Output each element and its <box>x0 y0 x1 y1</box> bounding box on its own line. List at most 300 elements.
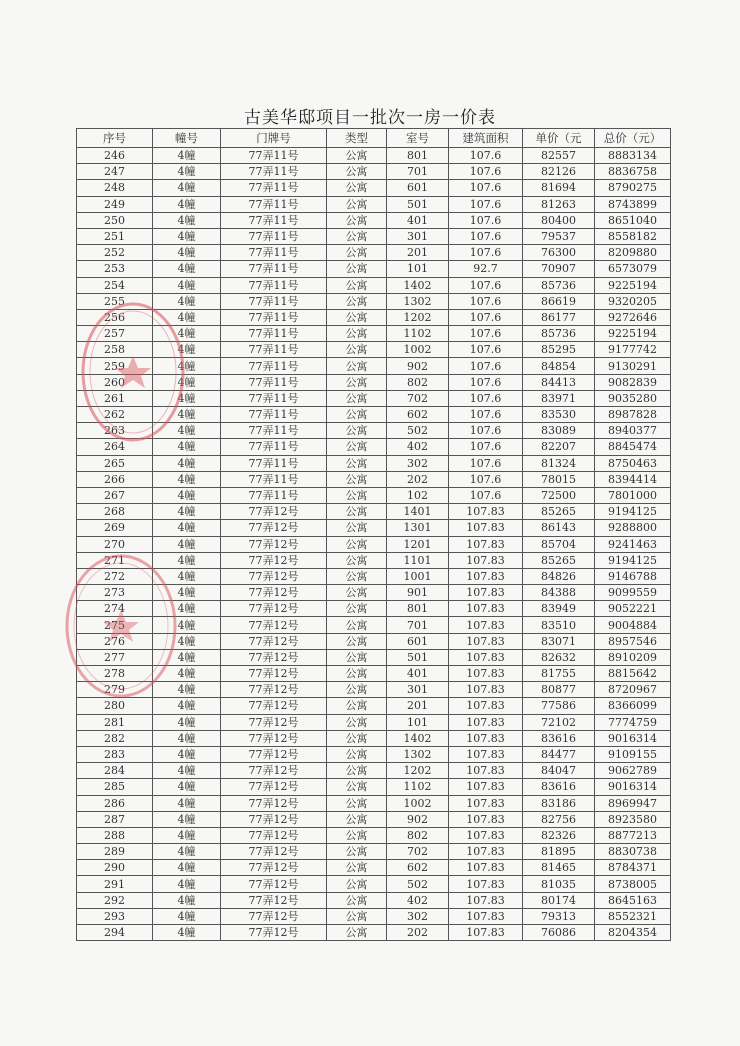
cell-index: 278 <box>77 666 153 682</box>
cell-room: 101 <box>387 714 449 730</box>
cell-building: 4幢 <box>153 811 221 827</box>
cell-room: 501 <box>387 649 449 665</box>
cell-building: 4幢 <box>153 487 221 503</box>
table-row <box>77 536 671 552</box>
cell-address: 77弄12号 <box>221 536 327 552</box>
cell-room: 1401 <box>387 504 449 520</box>
cell-area: 107.6 <box>449 180 523 196</box>
cell-type: 公寓 <box>327 245 387 261</box>
cell-index: 274 <box>77 601 153 617</box>
cell-index: 272 <box>77 568 153 584</box>
cell-total-price: 7801000 <box>595 487 671 503</box>
cell-unit-price: 86177 <box>523 309 595 325</box>
cell-area: 107.6 <box>449 148 523 164</box>
cell-unit-price: 82207 <box>523 439 595 455</box>
cell-building: 4幢 <box>153 423 221 439</box>
cell-area: 107.83 <box>449 698 523 714</box>
cell-unit-price: 81035 <box>523 876 595 892</box>
table-row <box>77 908 671 924</box>
cell-area: 107.83 <box>449 908 523 924</box>
cell-type: 公寓 <box>327 892 387 908</box>
cell-index: 288 <box>77 827 153 843</box>
cell-unit-price: 80174 <box>523 892 595 908</box>
table-body <box>77 148 671 941</box>
cell-address: 77弄12号 <box>221 811 327 827</box>
cell-building: 4幢 <box>153 261 221 277</box>
cell-address: 77弄12号 <box>221 520 327 536</box>
cell-index: 292 <box>77 892 153 908</box>
table-row <box>77 730 671 746</box>
cell-type: 公寓 <box>327 908 387 924</box>
cell-type: 公寓 <box>327 763 387 779</box>
cell-address: 77弄12号 <box>221 779 327 795</box>
cell-address: 77弄12号 <box>221 844 327 860</box>
cell-total-price: 8720967 <box>595 682 671 698</box>
cell-area: 107.6 <box>449 342 523 358</box>
cell-building: 4幢 <box>153 358 221 374</box>
cell-index: 265 <box>77 455 153 471</box>
cell-address: 77弄11号 <box>221 245 327 261</box>
cell-area: 92.7 <box>449 261 523 277</box>
cell-room: 401 <box>387 212 449 228</box>
cell-unit-price: 72500 <box>523 487 595 503</box>
cell-building: 4幢 <box>153 164 221 180</box>
cell-type: 公寓 <box>327 779 387 795</box>
cell-index: 258 <box>77 342 153 358</box>
cell-area: 107.83 <box>449 730 523 746</box>
cell-unit-price: 82126 <box>523 164 595 180</box>
cell-building: 4幢 <box>153 504 221 520</box>
cell-total-price: 9288800 <box>595 520 671 536</box>
cell-address: 77弄11号 <box>221 407 327 423</box>
cell-index: 268 <box>77 504 153 520</box>
cell-type: 公寓 <box>327 844 387 860</box>
cell-type: 公寓 <box>327 228 387 244</box>
cell-type: 公寓 <box>327 860 387 876</box>
cell-unit-price: 83616 <box>523 779 595 795</box>
table-row <box>77 196 671 212</box>
cell-type: 公寓 <box>327 811 387 827</box>
cell-unit-price: 83616 <box>523 730 595 746</box>
cell-room: 1202 <box>387 309 449 325</box>
cell-total-price: 9062789 <box>595 763 671 779</box>
cell-area: 107.83 <box>449 746 523 762</box>
cell-total-price: 9109155 <box>595 746 671 762</box>
cell-total-price: 8790275 <box>595 180 671 196</box>
table-row <box>77 164 671 180</box>
table-row <box>77 601 671 617</box>
cell-unit-price: 85704 <box>523 536 595 552</box>
cell-total-price: 8957546 <box>595 633 671 649</box>
cell-unit-price: 83971 <box>523 390 595 406</box>
cell-building: 4幢 <box>153 601 221 617</box>
table-row <box>77 245 671 261</box>
cell-building: 4幢 <box>153 148 221 164</box>
cell-building: 4幢 <box>153 277 221 293</box>
cell-total-price: 9130291 <box>595 358 671 374</box>
cell-address: 77弄11号 <box>221 487 327 503</box>
cell-building: 4幢 <box>153 795 221 811</box>
cell-room: 801 <box>387 148 449 164</box>
cell-unit-price: 85295 <box>523 342 595 358</box>
cell-type: 公寓 <box>327 439 387 455</box>
cell-index: 253 <box>77 261 153 277</box>
cell-type: 公寓 <box>327 293 387 309</box>
cell-address: 77弄11号 <box>221 164 327 180</box>
cell-unit-price: 82326 <box>523 827 595 843</box>
cell-area: 107.6 <box>449 423 523 439</box>
cell-index: 247 <box>77 164 153 180</box>
cell-building: 4幢 <box>153 649 221 665</box>
cell-unit-price: 83089 <box>523 423 595 439</box>
cell-type: 公寓 <box>327 682 387 698</box>
cell-unit-price: 76300 <box>523 245 595 261</box>
cell-unit-price: 81465 <box>523 860 595 876</box>
cell-type: 公寓 <box>327 601 387 617</box>
cell-address: 77弄12号 <box>221 568 327 584</box>
cell-total-price: 9016314 <box>595 779 671 795</box>
table-row <box>77 746 671 762</box>
cell-room: 902 <box>387 811 449 827</box>
cell-room: 802 <box>387 374 449 390</box>
cell-room: 1402 <box>387 730 449 746</box>
cell-address: 77弄11号 <box>221 148 327 164</box>
cell-room: 102 <box>387 487 449 503</box>
table-header-row <box>77 129 671 148</box>
cell-area: 107.6 <box>449 487 523 503</box>
cell-building: 4幢 <box>153 617 221 633</box>
table-row <box>77 390 671 406</box>
cell-area: 107.6 <box>449 228 523 244</box>
cell-unit-price: 84826 <box>523 568 595 584</box>
cell-address: 77弄11号 <box>221 455 327 471</box>
cell-room: 702 <box>387 390 449 406</box>
cell-area: 107.83 <box>449 568 523 584</box>
cell-type: 公寓 <box>327 568 387 584</box>
cell-building: 4幢 <box>153 552 221 568</box>
cell-area: 107.6 <box>449 245 523 261</box>
cell-type: 公寓 <box>327 455 387 471</box>
cell-building: 4幢 <box>153 925 221 941</box>
cell-type: 公寓 <box>327 633 387 649</box>
cell-index: 248 <box>77 180 153 196</box>
cell-area: 107.6 <box>449 455 523 471</box>
cell-total-price: 8750463 <box>595 455 671 471</box>
cell-unit-price: 78015 <box>523 471 595 487</box>
cell-total-price: 9241463 <box>595 536 671 552</box>
cell-area: 107.83 <box>449 536 523 552</box>
table-row <box>77 180 671 196</box>
cell-address: 77弄11号 <box>221 390 327 406</box>
cell-address: 77弄12号 <box>221 876 327 892</box>
cell-type: 公寓 <box>327 407 387 423</box>
table-row <box>77 277 671 293</box>
header-unit-price: 单价（元 <box>523 129 595 148</box>
cell-type: 公寓 <box>327 730 387 746</box>
cell-area: 107.6 <box>449 390 523 406</box>
cell-unit-price: 81324 <box>523 455 595 471</box>
cell-unit-price: 80877 <box>523 682 595 698</box>
cell-index: 290 <box>77 860 153 876</box>
cell-index: 270 <box>77 536 153 552</box>
cell-area: 107.6 <box>449 309 523 325</box>
cell-unit-price: 85265 <box>523 504 595 520</box>
cell-type: 公寓 <box>327 827 387 843</box>
cell-unit-price: 84854 <box>523 358 595 374</box>
cell-building: 4幢 <box>153 309 221 325</box>
cell-index: 255 <box>77 293 153 309</box>
table-row <box>77 487 671 503</box>
cell-index: 275 <box>77 617 153 633</box>
cell-building: 4幢 <box>153 471 221 487</box>
cell-room: 1302 <box>387 746 449 762</box>
cell-total-price: 8815642 <box>595 666 671 682</box>
cell-room: 202 <box>387 925 449 941</box>
cell-unit-price: 86143 <box>523 520 595 536</box>
cell-address: 77弄12号 <box>221 698 327 714</box>
cell-unit-price: 81694 <box>523 180 595 196</box>
cell-area: 107.6 <box>449 293 523 309</box>
cell-room: 301 <box>387 682 449 698</box>
cell-unit-price: 85736 <box>523 277 595 293</box>
table-row <box>77 374 671 390</box>
cell-total-price: 8394414 <box>595 471 671 487</box>
table-row <box>77 423 671 439</box>
cell-type: 公寓 <box>327 358 387 374</box>
cell-type: 公寓 <box>327 795 387 811</box>
table-row <box>77 568 671 584</box>
cell-total-price: 9177742 <box>595 342 671 358</box>
cell-index: 273 <box>77 585 153 601</box>
page-title: 古美华邸项目一批次一房一价表 <box>244 108 496 128</box>
cell-total-price: 8910209 <box>595 649 671 665</box>
cell-index: 291 <box>77 876 153 892</box>
cell-unit-price: 83949 <box>523 601 595 617</box>
table-row <box>77 811 671 827</box>
cell-building: 4幢 <box>153 844 221 860</box>
cell-area: 107.83 <box>449 795 523 811</box>
cell-total-price: 9082839 <box>595 374 671 390</box>
cell-type: 公寓 <box>327 423 387 439</box>
cell-type: 公寓 <box>327 925 387 941</box>
cell-room: 601 <box>387 180 449 196</box>
cell-area: 107.6 <box>449 439 523 455</box>
cell-index: 249 <box>77 196 153 212</box>
cell-building: 4幢 <box>153 245 221 261</box>
cell-index: 257 <box>77 326 153 342</box>
table-row <box>77 407 671 423</box>
cell-unit-price: 84477 <box>523 746 595 762</box>
cell-area: 107.83 <box>449 504 523 520</box>
table-row <box>77 763 671 779</box>
cell-area: 107.83 <box>449 811 523 827</box>
cell-area: 107.83 <box>449 617 523 633</box>
cell-room: 301 <box>387 228 449 244</box>
cell-room: 901 <box>387 585 449 601</box>
cell-area: 107.83 <box>449 860 523 876</box>
cell-total-price: 8784371 <box>595 860 671 876</box>
cell-total-price: 9004884 <box>595 617 671 633</box>
cell-room: 702 <box>387 844 449 860</box>
cell-type: 公寓 <box>327 374 387 390</box>
cell-total-price: 8883134 <box>595 148 671 164</box>
cell-type: 公寓 <box>327 326 387 342</box>
table-row <box>77 698 671 714</box>
cell-index: 276 <box>77 633 153 649</box>
table-row <box>77 309 671 325</box>
cell-room: 802 <box>387 827 449 843</box>
cell-room: 402 <box>387 892 449 908</box>
cell-index: 286 <box>77 795 153 811</box>
cell-type: 公寓 <box>327 536 387 552</box>
cell-type: 公寓 <box>327 520 387 536</box>
cell-index: 293 <box>77 908 153 924</box>
cell-unit-price: 76086 <box>523 925 595 941</box>
cell-area: 107.83 <box>449 844 523 860</box>
cell-area: 107.6 <box>449 212 523 228</box>
cell-total-price: 9225194 <box>595 277 671 293</box>
cell-address: 77弄12号 <box>221 682 327 698</box>
cell-building: 4幢 <box>153 746 221 762</box>
cell-total-price: 8651040 <box>595 212 671 228</box>
cell-index: 280 <box>77 698 153 714</box>
cell-index: 282 <box>77 730 153 746</box>
cell-building: 4幢 <box>153 714 221 730</box>
cell-address: 77弄11号 <box>221 309 327 325</box>
cell-total-price: 8940377 <box>595 423 671 439</box>
cell-room: 801 <box>387 601 449 617</box>
cell-unit-price: 81755 <box>523 666 595 682</box>
cell-address: 77弄11号 <box>221 358 327 374</box>
table-row <box>77 617 671 633</box>
cell-building: 4幢 <box>153 827 221 843</box>
cell-unit-price: 84388 <box>523 585 595 601</box>
cell-address: 77弄12号 <box>221 892 327 908</box>
cell-type: 公寓 <box>327 309 387 325</box>
cell-index: 263 <box>77 423 153 439</box>
cell-index: 285 <box>77 779 153 795</box>
cell-unit-price: 81263 <box>523 196 595 212</box>
cell-total-price: 8366099 <box>595 698 671 714</box>
table-row <box>77 633 671 649</box>
cell-index: 287 <box>77 811 153 827</box>
cell-building: 4幢 <box>153 228 221 244</box>
price-table <box>76 128 671 941</box>
cell-address: 77弄11号 <box>221 180 327 196</box>
cell-type: 公寓 <box>327 471 387 487</box>
cell-type: 公寓 <box>327 504 387 520</box>
cell-type: 公寓 <box>327 666 387 682</box>
cell-total-price: 9099559 <box>595 585 671 601</box>
cell-unit-price: 82756 <box>523 811 595 827</box>
cell-unit-price: 79537 <box>523 228 595 244</box>
table-row <box>77 682 671 698</box>
cell-address: 77弄12号 <box>221 795 327 811</box>
cell-area: 107.6 <box>449 471 523 487</box>
cell-building: 4幢 <box>153 779 221 795</box>
cell-unit-price: 79313 <box>523 908 595 924</box>
header-index: 序号 <box>77 129 153 148</box>
cell-room: 401 <box>387 666 449 682</box>
cell-area: 107.83 <box>449 682 523 698</box>
cell-total-price: 8845474 <box>595 439 671 455</box>
header-area: 建筑面积 <box>449 129 523 148</box>
cell-room: 201 <box>387 245 449 261</box>
cell-area: 107.83 <box>449 585 523 601</box>
cell-type: 公寓 <box>327 649 387 665</box>
cell-area: 107.83 <box>449 714 523 730</box>
cell-area: 107.6 <box>449 358 523 374</box>
table-row <box>77 261 671 277</box>
cell-area: 107.83 <box>449 925 523 941</box>
table-row <box>77 827 671 843</box>
table-row <box>77 552 671 568</box>
cell-index: 271 <box>77 552 153 568</box>
cell-total-price: 8830738 <box>595 844 671 860</box>
cell-type: 公寓 <box>327 552 387 568</box>
cell-room: 101 <box>387 261 449 277</box>
cell-unit-price: 83186 <box>523 795 595 811</box>
cell-address: 77弄12号 <box>221 714 327 730</box>
table-row <box>77 714 671 730</box>
cell-type: 公寓 <box>327 261 387 277</box>
cell-address: 77弄11号 <box>221 439 327 455</box>
cell-total-price: 8877213 <box>595 827 671 843</box>
cell-address: 77弄12号 <box>221 666 327 682</box>
cell-area: 107.6 <box>449 196 523 212</box>
table-row <box>77 649 671 665</box>
cell-address: 77弄12号 <box>221 746 327 762</box>
cell-building: 4幢 <box>153 666 221 682</box>
cell-room: 202 <box>387 471 449 487</box>
cell-room: 502 <box>387 876 449 892</box>
cell-building: 4幢 <box>153 892 221 908</box>
table-row <box>77 860 671 876</box>
cell-unit-price: 84413 <box>523 374 595 390</box>
cell-type: 公寓 <box>327 342 387 358</box>
cell-room: 502 <box>387 423 449 439</box>
cell-index: 294 <box>77 925 153 941</box>
table-row <box>77 342 671 358</box>
cell-type: 公寓 <box>327 698 387 714</box>
cell-index: 266 <box>77 471 153 487</box>
cell-total-price: 7774759 <box>595 714 671 730</box>
cell-index: 264 <box>77 439 153 455</box>
cell-building: 4幢 <box>153 908 221 924</box>
table-row <box>77 666 671 682</box>
cell-building: 4幢 <box>153 342 221 358</box>
table-row <box>77 212 671 228</box>
cell-address: 77弄12号 <box>221 585 327 601</box>
cell-room: 902 <box>387 358 449 374</box>
cell-area: 107.6 <box>449 326 523 342</box>
cell-unit-price: 72102 <box>523 714 595 730</box>
cell-room: 402 <box>387 439 449 455</box>
cell-area: 107.83 <box>449 763 523 779</box>
cell-address: 77弄11号 <box>221 293 327 309</box>
cell-total-price: 9194125 <box>595 552 671 568</box>
cell-room: 602 <box>387 407 449 423</box>
cell-index: 262 <box>77 407 153 423</box>
table-row <box>77 326 671 342</box>
cell-address: 77弄11号 <box>221 471 327 487</box>
cell-total-price: 8558182 <box>595 228 671 244</box>
cell-room: 501 <box>387 196 449 212</box>
cell-index: 289 <box>77 844 153 860</box>
cell-type: 公寓 <box>327 585 387 601</box>
header-total-price: 总价（元） <box>595 129 671 148</box>
cell-total-price: 8743899 <box>595 196 671 212</box>
